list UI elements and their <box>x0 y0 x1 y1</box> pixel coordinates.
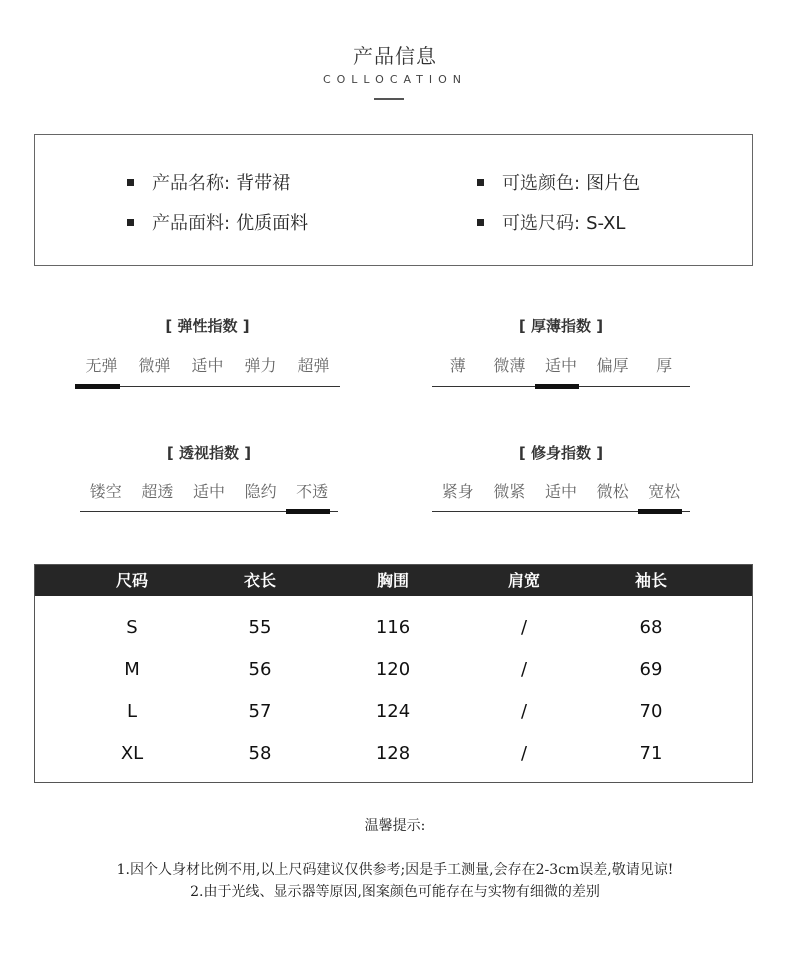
transparency-indicator <box>286 509 329 514</box>
title-divider <box>374 98 404 100</box>
table-cell: 128 <box>375 743 411 764</box>
table-header-cell: 袖长 <box>634 571 667 590</box>
info-color-value: 图片色 <box>586 173 641 194</box>
table-cell: / <box>520 701 528 722</box>
table-cell: S <box>126 617 138 638</box>
elasticity-option: 微弹 <box>138 356 171 375</box>
info-name <box>127 169 290 195</box>
table-header-cell: 尺码 <box>115 571 148 590</box>
table-cell: 71 <box>639 743 663 764</box>
thickness-title: [ 厚薄指数 ] <box>518 317 604 335</box>
table-cell: 124 <box>375 701 411 722</box>
bullet-icon <box>477 219 484 226</box>
tip-line-1: 1.因个人身材比例不用,以上尺码建议仅供参考;因是手工测量,会存在2-3cm误差,敬请见谅! <box>116 862 674 878</box>
thickness-indicator <box>535 384 578 389</box>
transparency-option: 适中 <box>192 482 225 501</box>
table-header-row <box>35 565 752 596</box>
bullet-icon <box>127 179 134 186</box>
thickness-scale <box>432 315 690 395</box>
thickness-option: 偏厚 <box>596 356 629 375</box>
transparency-option: 镂空 <box>89 482 122 501</box>
transparency-scale <box>80 442 338 522</box>
section-title: 产品信息 <box>353 44 437 68</box>
info-fabric <box>127 209 308 235</box>
table-cell: 70 <box>639 701 663 722</box>
size-table <box>34 564 753 783</box>
table-cell: 120 <box>375 659 411 680</box>
table-cell: / <box>520 617 528 638</box>
table-cell: M <box>124 659 140 680</box>
table-cell: 69 <box>639 659 663 680</box>
fit-indicator <box>638 509 681 514</box>
info-size-value: S-XL <box>586 213 626 234</box>
transparency-option: 不透 <box>296 482 329 501</box>
table-cell: 116 <box>375 617 411 638</box>
elasticity-option: 适中 <box>191 356 224 375</box>
tips-title: 温馨提示: <box>364 818 426 834</box>
transparency-title: [ 透视指数 ] <box>166 444 252 462</box>
thickness-option: 薄 <box>449 356 466 375</box>
fit-option: 宽松 <box>648 482 681 501</box>
elasticity-option: 超弹 <box>297 356 330 375</box>
info-size <box>477 209 625 235</box>
table-cell: XL <box>120 743 144 764</box>
info-color-label: 可选颜色: <box>502 173 581 194</box>
bullet-icon <box>127 219 134 226</box>
table-cell: L <box>126 701 138 722</box>
fit-option: 微松 <box>596 482 629 501</box>
table-cell: / <box>520 743 528 764</box>
info-fabric-label: 产品面料: <box>152 213 231 234</box>
info-name-label: 产品名称: <box>152 173 231 194</box>
elasticity-option: 弹力 <box>244 356 277 375</box>
fit-title: [ 修身指数 ] <box>518 444 604 462</box>
table-cell: 57 <box>248 701 272 722</box>
tip-line-2: 2.由于光线、显示器等原因,图案颜色可能存在与实物有细微的差别 <box>190 884 600 900</box>
table-header-cell: 胸围 <box>376 571 409 590</box>
fit-option: 紧身 <box>441 482 474 501</box>
fit-scale <box>432 442 690 522</box>
transparency-option: 隐约 <box>244 482 277 501</box>
table-cell: 58 <box>248 743 272 764</box>
fit-option: 适中 <box>544 482 577 501</box>
section-subtitle: COLLOCATION <box>322 73 468 86</box>
table-cell: / <box>520 659 528 680</box>
table-cell: 55 <box>248 617 272 638</box>
info-name-value: 背带裙 <box>236 173 291 194</box>
info-color <box>477 169 640 195</box>
table-cell: 56 <box>248 659 272 680</box>
elasticity-scale <box>75 315 340 395</box>
info-fabric-value: 优质面料 <box>236 213 309 234</box>
thickness-option: 微薄 <box>493 356 526 375</box>
elasticity-indicator <box>75 384 120 389</box>
fit-option: 微紧 <box>493 482 526 501</box>
product-info-box <box>34 134 753 266</box>
elasticity-title: [ 弹性指数 ] <box>165 317 250 335</box>
table-header-cell: 肩宽 <box>507 571 540 590</box>
elasticity-option: 无弹 <box>85 356 118 375</box>
bullet-icon <box>477 179 484 186</box>
table-cell: 68 <box>639 617 663 638</box>
thickness-option: 适中 <box>544 356 577 375</box>
info-size-label: 可选尺码: <box>502 213 581 234</box>
thickness-option: 厚 <box>656 356 673 375</box>
table-header-cell: 衣长 <box>243 571 276 590</box>
transparency-option: 超透 <box>141 482 174 501</box>
